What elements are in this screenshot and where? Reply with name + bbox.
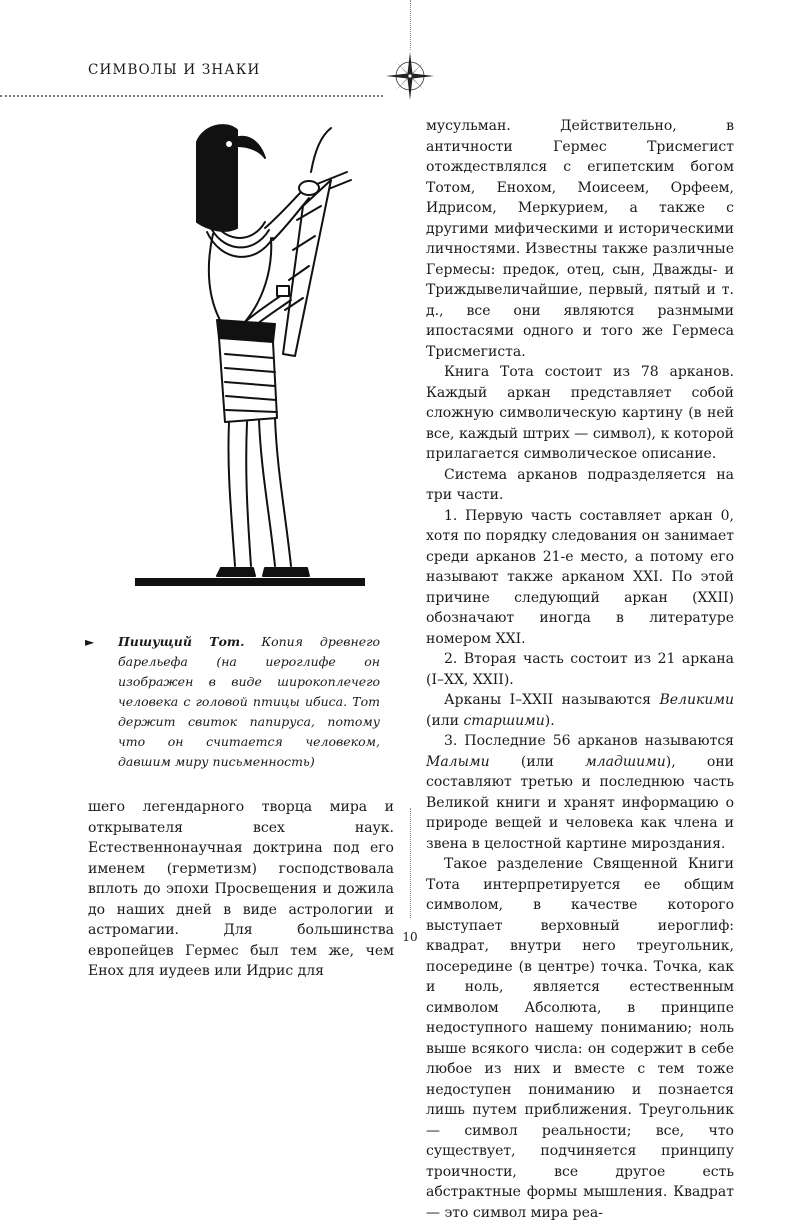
thoth-ibis-headed-god-illustration xyxy=(125,110,375,590)
page-header-title: СИМВОЛЫ И ЗНАКИ xyxy=(88,62,261,78)
p7-emphasis-2: младшими xyxy=(585,753,666,770)
right-paragraph-1: мусульман. Действительно, в античности Гермес Трисмегист отождествлялся с египетским богом Тотом, Енохом, Моисеем, Орфеем, Идрисом, Меркурием, а также с другими мифическими и историческими личностями. Известны также различные Гермесы: предок, отец, сын, Дважды- и Триждывеличайшие, первый, пятый и т. д., все они являются разнмыми ипостасями одного и того же Гермеса Трисмегиста. xyxy=(426,118,734,360)
left-text-column xyxy=(88,797,394,982)
caption-marker-icon: ► xyxy=(85,635,95,649)
p7-text-b: (или xyxy=(489,753,586,770)
right-paragraph-3: Система арканов подразделяется на три части. xyxy=(426,466,734,503)
left-paragraph-1: шего легендарного творца мира и открывателя всех наук. Естественнонаучная доктрина под его именем (герметизм) господствовала вплоть до эпохи Просвещения и дожила до наших дней в виде астрологии и астромагии. Для большинства европейцев Гермес был тем же, чем Енох для иудеев или Идрис для xyxy=(88,799,394,979)
p6-emphasis-2: старшими xyxy=(463,712,545,729)
right-paragraph-5: 2. Вторая часть состоит из 21 аркана (I–XX, XXII). xyxy=(426,651,734,688)
right-paragraph-8: Такое разделение Священной Книги Тота интерпретируется ее общим символом, в качестве которого выступает верховный иероглиф: квадрат, внутри него треугольник, посередине (в центре) точка. Точка, как и ноль, является естественным символом Абсолюта, в принципе недоступного нашему пониманию; ноль выше всякого числа: он содержит в себе любое из них и вместе с тем тоже недоступен пониманию и познается лишь путем приближения. Треугольник — символ реальности; все, что существует, подчиняется принципу троичности, все другое есть абстрактные формы мышления. Квадрат — это символ мира реа- xyxy=(426,856,734,1221)
right-paragraph-4: 1. Первую часть составляет аркан 0, хотя по порядку следования он занимает среди арканов 21-е место, а потому его называют также арканом XXI. По этой причине следующий аркан (XXII) обозначают иногда в литературе номером XXI. xyxy=(426,507,734,647)
page-number: 10 xyxy=(402,930,418,944)
right-paragraph-7 xyxy=(426,731,734,854)
p6-text-a: Арканы I–XXII называются xyxy=(444,692,660,708)
compass-rose-icon xyxy=(384,50,436,102)
p7-text-a: 3. Последние 56 арканов называются xyxy=(444,733,734,749)
right-paragraph-2: Книга Тота состоит из 78 арканов. Каждый аркан представляет собой сложную символическую картину (в ней все, каждый штрих — символ), к которой прилагается символическое описание. xyxy=(426,364,734,462)
header-dotted-rule xyxy=(0,95,383,97)
center-vertical-rule-top xyxy=(410,0,411,50)
p6-text-c: ). xyxy=(544,712,555,729)
right-text-column xyxy=(426,116,734,1223)
p6-text-b: (или xyxy=(426,712,464,729)
caption-text: Копия древнего барельефа (на иероглифе он изображен в виде широкоплечего человека с головой птицы ибиса. Тот держит свиток папируса, потому что он считается человеком, давшим миру письменность) xyxy=(118,634,380,769)
p7-text-c: ), они составляют третью и последнюю часть Великой книги и хранят информацию о природе вещей и человека как члена и звена в целостной картине мироздания. xyxy=(426,753,734,852)
p7-emphasis-1: Малыми xyxy=(426,753,490,770)
caption-lead: Пишущий Тот. xyxy=(118,634,245,649)
right-paragraph-6 xyxy=(426,690,734,731)
figure-caption xyxy=(85,632,380,772)
center-vertical-rule-bottom xyxy=(410,808,411,918)
p6-emphasis-1: Великими xyxy=(659,692,734,708)
